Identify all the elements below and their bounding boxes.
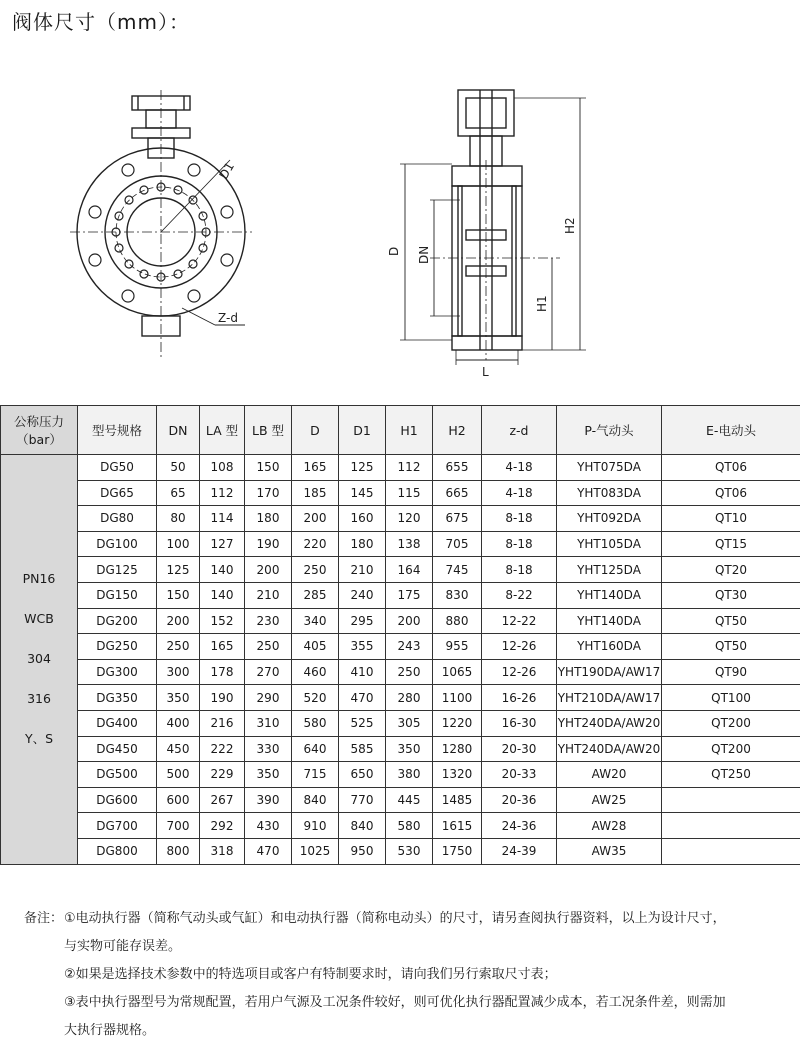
note-2: ②如果是选择技术参数中的特选项目或客户有特制要求时，请向我们另行索取尺寸表； <box>24 961 800 989</box>
pressure-group-line: 316 <box>1 679 77 719</box>
header-h1: H1 <box>386 406 433 455</box>
table-cell: QT06 <box>662 480 800 506</box>
table-cell: 300 <box>157 659 200 685</box>
table-cell: 955 <box>433 634 482 660</box>
table-cell: 675 <box>433 506 482 532</box>
table-cell: 700 <box>157 813 200 839</box>
table-cell: 950 <box>339 838 386 864</box>
note-1-cont: 与实物可能存误差。 <box>24 933 800 961</box>
table-cell: AW25 <box>557 787 662 813</box>
table-cell: 310 <box>245 710 292 736</box>
table-row <box>1 710 800 736</box>
table-cell: 830 <box>433 582 482 608</box>
table-cell: 910 <box>292 813 339 839</box>
table-cell: QT20 <box>662 557 800 583</box>
table-cell: AW28 <box>557 813 662 839</box>
table-cell: QT10 <box>662 506 800 532</box>
table-body <box>1 455 800 865</box>
model-cell: DG500 <box>78 762 157 788</box>
table-row <box>1 736 800 762</box>
table-row <box>1 455 800 481</box>
table-cell: YHT105DA <box>557 531 662 557</box>
label-zd: Z-d <box>218 311 238 325</box>
table-cell: 580 <box>292 710 339 736</box>
table-cell: 8-22 <box>482 582 557 608</box>
table-cell: 250 <box>292 557 339 583</box>
table-cell: 705 <box>433 531 482 557</box>
header-pressure <box>1 406 78 455</box>
table-cell: 530 <box>386 838 433 864</box>
pressure-group-cell <box>1 455 78 865</box>
table-cell: 350 <box>386 736 433 762</box>
table-cell: 580 <box>386 813 433 839</box>
table-row <box>1 685 800 711</box>
table-cell: 65 <box>157 480 200 506</box>
table-cell: 16-26 <box>482 685 557 711</box>
table-cell: 243 <box>386 634 433 660</box>
table-cell: 210 <box>245 582 292 608</box>
table-cell: 108 <box>200 455 245 481</box>
table-cell: 20-36 <box>482 787 557 813</box>
model-cell: DG300 <box>78 659 157 685</box>
table-cell: 295 <box>339 608 386 634</box>
model-cell: DG150 <box>78 582 157 608</box>
table-cell: 178 <box>200 659 245 685</box>
table-cell: 355 <box>339 634 386 660</box>
table-cell: 1280 <box>433 736 482 762</box>
table-cell: 120 <box>386 506 433 532</box>
table-cell: 230 <box>245 608 292 634</box>
table-cell: 114 <box>200 506 245 532</box>
table-cell: 405 <box>292 634 339 660</box>
table-cell: YHT125DA <box>557 557 662 583</box>
table-cell: 1065 <box>433 659 482 685</box>
table-cell: 445 <box>386 787 433 813</box>
model-cell: DG450 <box>78 736 157 762</box>
table-row <box>1 838 800 864</box>
pressure-group-line: WCB <box>1 599 77 639</box>
table-cell: 665 <box>433 480 482 506</box>
table-cell: 165 <box>292 455 339 481</box>
table-cell: 410 <box>339 659 386 685</box>
note-1-text: ①电动执行器（简称气动头或气缸）和电动执行器（简称电动头）的尺寸，请另查阅执行器资料，以上为设计尺寸， <box>64 905 726 933</box>
table-cell: 190 <box>245 531 292 557</box>
table-cell: 450 <box>157 736 200 762</box>
table-cell: 470 <box>245 838 292 864</box>
table-cell: 8-18 <box>482 506 557 532</box>
label-h1: H1 <box>535 295 549 312</box>
table-cell: AW35 <box>557 838 662 864</box>
table-cell: 170 <box>245 480 292 506</box>
model-cell: DG400 <box>78 710 157 736</box>
label-d: D <box>387 247 401 256</box>
model-cell: DG700 <box>78 813 157 839</box>
table-cell: 190 <box>200 685 245 711</box>
table-cell: 1485 <box>433 787 482 813</box>
table-row <box>1 506 800 532</box>
table-row <box>1 813 800 839</box>
table-cell: QT200 <box>662 736 800 762</box>
table-cell: 340 <box>292 608 339 634</box>
table-cell: 880 <box>433 608 482 634</box>
table-cell: 330 <box>245 736 292 762</box>
table-cell: 305 <box>386 710 433 736</box>
header-zd: z-d <box>482 406 557 455</box>
model-cell: DG600 <box>78 787 157 813</box>
table-cell: 430 <box>245 813 292 839</box>
table-cell: 390 <box>245 787 292 813</box>
table-cell: 229 <box>200 762 245 788</box>
model-cell: DG250 <box>78 634 157 660</box>
pressure-group-line: PN16 <box>1 559 77 599</box>
table-cell: YHT160DA <box>557 634 662 660</box>
model-cell: DG125 <box>78 557 157 583</box>
note-1 <box>24 905 800 933</box>
table-cell: 200 <box>157 608 200 634</box>
table-cell: QT50 <box>662 634 800 660</box>
table-cell: 650 <box>339 762 386 788</box>
pressure-group-line: 304 <box>1 639 77 679</box>
notes <box>24 905 800 1045</box>
table-cell: 112 <box>200 480 245 506</box>
table-cell: 152 <box>200 608 245 634</box>
table-cell: 24-39 <box>482 838 557 864</box>
table-cell: YHT140DA <box>557 608 662 634</box>
table-cell: 115 <box>386 480 433 506</box>
table-cell: 150 <box>157 582 200 608</box>
model-cell: DG350 <box>78 685 157 711</box>
table-cell: 270 <box>245 659 292 685</box>
table-cell <box>662 838 800 864</box>
table-cell: 20-33 <box>482 762 557 788</box>
table-row <box>1 659 800 685</box>
table-cell: 4-18 <box>482 455 557 481</box>
table-row <box>1 762 800 788</box>
table-cell: 180 <box>339 531 386 557</box>
side-view-drawing <box>400 90 586 365</box>
table-cell: 4-18 <box>482 480 557 506</box>
table-cell: 222 <box>200 736 245 762</box>
table-cell: 250 <box>245 634 292 660</box>
label-dn: DN <box>417 246 431 264</box>
header-pneumatic: P-气动头 <box>557 406 662 455</box>
table-cell: 200 <box>386 608 433 634</box>
table-cell: 1025 <box>292 838 339 864</box>
table-row <box>1 582 800 608</box>
notes-lead: 备注： <box>24 905 64 933</box>
table-cell: 1100 <box>433 685 482 711</box>
table-cell: 165 <box>200 634 245 660</box>
table-cell: QT15 <box>662 531 800 557</box>
table-cell: 127 <box>200 531 245 557</box>
header-model: 型号规格 <box>78 406 157 455</box>
table-cell: 715 <box>292 762 339 788</box>
table-cell: 140 <box>200 582 245 608</box>
model-cell: DG200 <box>78 608 157 634</box>
table-cell: 8-18 <box>482 531 557 557</box>
table-cell: 655 <box>433 455 482 481</box>
table-cell: 125 <box>157 557 200 583</box>
table-cell: 380 <box>386 762 433 788</box>
table-cell: 216 <box>200 710 245 736</box>
table-cell: 160 <box>339 506 386 532</box>
table-cell: 745 <box>433 557 482 583</box>
table-cell: 24-36 <box>482 813 557 839</box>
header-h2: H2 <box>433 406 482 455</box>
table-cell: 112 <box>386 455 433 481</box>
label-l: L <box>482 365 489 379</box>
table-cell: 840 <box>339 813 386 839</box>
header-pressure-line2: （bar） <box>1 430 77 448</box>
table-cell: QT30 <box>662 582 800 608</box>
table-cell: YHT083DA <box>557 480 662 506</box>
model-cell: DG100 <box>78 531 157 557</box>
table-cell: 150 <box>245 455 292 481</box>
table-row <box>1 787 800 813</box>
header-electric: E-电动头 <box>662 406 800 455</box>
label-h2: H2 <box>563 217 577 234</box>
table-cell: 500 <box>157 762 200 788</box>
note-3: ③表中执行器型号为常规配置，若用户气源及工况条件较好，则可优化执行器配置减少成本，若工况条件差，则需加 <box>24 989 800 1017</box>
table-cell: 200 <box>292 506 339 532</box>
table-row <box>1 608 800 634</box>
header-d: D <box>292 406 339 455</box>
page-title: 阀体尺寸（mm）： <box>12 6 190 35</box>
table-cell: 318 <box>200 838 245 864</box>
table-cell: QT250 <box>662 762 800 788</box>
table-cell: 840 <box>292 787 339 813</box>
table-cell: 138 <box>386 531 433 557</box>
table-cell: 470 <box>339 685 386 711</box>
dimension-table <box>0 405 800 865</box>
valve-drawings <box>0 60 800 380</box>
header-pressure-line1: 公称压力 <box>1 412 77 430</box>
table-cell: YHT190DA/AW17 <box>557 659 662 685</box>
table-cell: YHT075DA <box>557 455 662 481</box>
table-cell: 16-30 <box>482 710 557 736</box>
table-cell: 800 <box>157 838 200 864</box>
table-cell <box>662 813 800 839</box>
table-cell: YHT140DA <box>557 582 662 608</box>
table-cell: QT90 <box>662 659 800 685</box>
table-cell: 770 <box>339 787 386 813</box>
label-d1: D1 <box>216 160 237 182</box>
note-3-cont: 大执行器规格。 <box>24 1017 800 1045</box>
table-cell <box>662 787 800 813</box>
table-cell: 292 <box>200 813 245 839</box>
header-lb: LB 型 <box>245 406 292 455</box>
table-cell: 640 <box>292 736 339 762</box>
table-cell: 250 <box>157 634 200 660</box>
table-cell: 520 <box>292 685 339 711</box>
table-cell: YHT092DA <box>557 506 662 532</box>
header-dn: DN <box>157 406 200 455</box>
table-cell: 1220 <box>433 710 482 736</box>
table-cell: 12-26 <box>482 659 557 685</box>
table-row <box>1 531 800 557</box>
table-cell: 125 <box>339 455 386 481</box>
model-cell: DG80 <box>78 506 157 532</box>
table-cell: 8-18 <box>482 557 557 583</box>
table-cell: AW20 <box>557 762 662 788</box>
table-cell: QT100 <box>662 685 800 711</box>
table-cell: 140 <box>200 557 245 583</box>
table-cell: 1320 <box>433 762 482 788</box>
table-cell: 290 <box>245 685 292 711</box>
table-cell: YHT240DA/AW20 <box>557 710 662 736</box>
table-cell: QT06 <box>662 455 800 481</box>
model-cell: DG50 <box>78 455 157 481</box>
table-cell: 285 <box>292 582 339 608</box>
table-cell: 210 <box>339 557 386 583</box>
table-row <box>1 480 800 506</box>
table-cell: 267 <box>200 787 245 813</box>
table-header-row <box>1 406 800 455</box>
table-cell: 220 <box>292 531 339 557</box>
table-cell: 185 <box>292 480 339 506</box>
table-cell: 350 <box>157 685 200 711</box>
table-cell: 250 <box>386 659 433 685</box>
table-cell: 145 <box>339 480 386 506</box>
table-cell: 350 <box>245 762 292 788</box>
table-cell: YHT240DA/AW20 <box>557 736 662 762</box>
table-cell: 175 <box>386 582 433 608</box>
table-cell: YHT210DA/AW17 <box>557 685 662 711</box>
table-cell: 400 <box>157 710 200 736</box>
table-cell: 1615 <box>433 813 482 839</box>
table-cell: 100 <box>157 531 200 557</box>
header-la: LA 型 <box>200 406 245 455</box>
table-cell: 600 <box>157 787 200 813</box>
table-cell: 20-30 <box>482 736 557 762</box>
table-cell: 280 <box>386 685 433 711</box>
table-cell: 50 <box>157 455 200 481</box>
table-cell: 12-22 <box>482 608 557 634</box>
model-cell: DG65 <box>78 480 157 506</box>
model-cell: DG800 <box>78 838 157 864</box>
table-cell: 1750 <box>433 838 482 864</box>
pressure-group-line: Y、S <box>1 719 77 759</box>
table-cell: 460 <box>292 659 339 685</box>
header-d1: D1 <box>339 406 386 455</box>
table-cell: 180 <box>245 506 292 532</box>
table-cell: 585 <box>339 736 386 762</box>
table-cell: 80 <box>157 506 200 532</box>
table-cell: 240 <box>339 582 386 608</box>
table-row <box>1 557 800 583</box>
table-cell: 200 <box>245 557 292 583</box>
table-cell: 12-26 <box>482 634 557 660</box>
table-cell: QT50 <box>662 608 800 634</box>
table-cell: QT200 <box>662 710 800 736</box>
table-cell: 164 <box>386 557 433 583</box>
table-cell: 525 <box>339 710 386 736</box>
table-row <box>1 634 800 660</box>
